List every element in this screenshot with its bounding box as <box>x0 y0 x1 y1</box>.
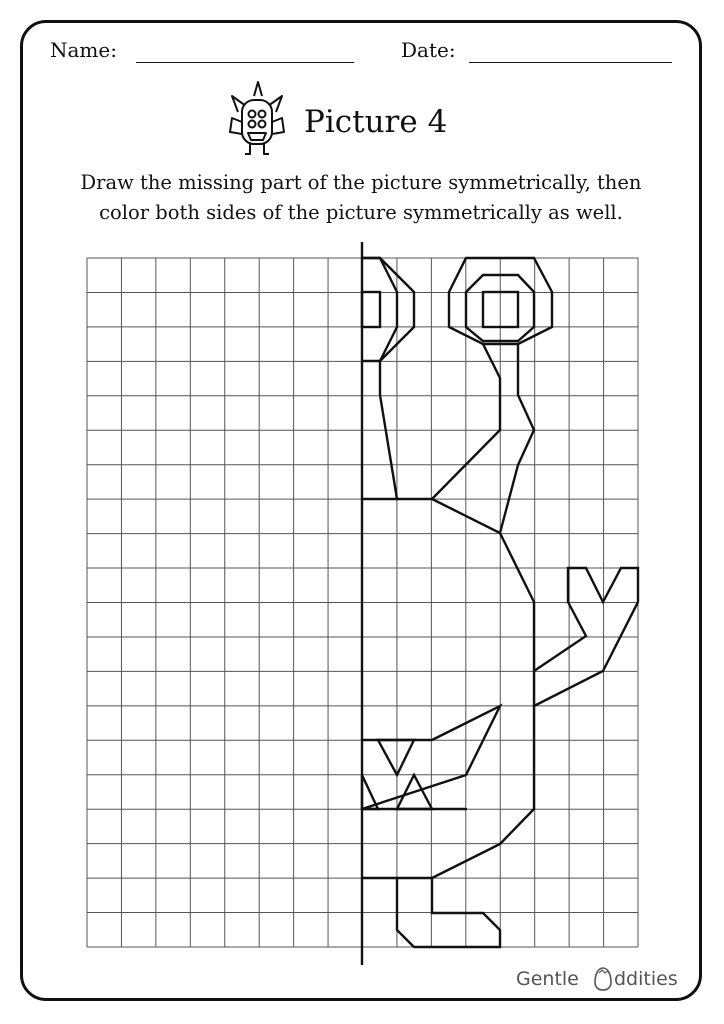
instructions-line-2: color both sides of the picture symmetrically as well. <box>99 201 623 224</box>
monster-icon <box>230 82 284 154</box>
page-title: Picture 4 <box>304 104 448 140</box>
date-label: Date: <box>401 38 456 62</box>
brand-text-2: ddities <box>614 968 678 990</box>
name-label: Name: <box>50 38 117 62</box>
instructions-line-1: Draw the missing part of the picture symmetrically, then <box>80 171 642 194</box>
brand-text-1: Gentle <box>516 968 579 990</box>
egg-icon <box>593 965 613 993</box>
brand-logo <box>516 965 691 995</box>
